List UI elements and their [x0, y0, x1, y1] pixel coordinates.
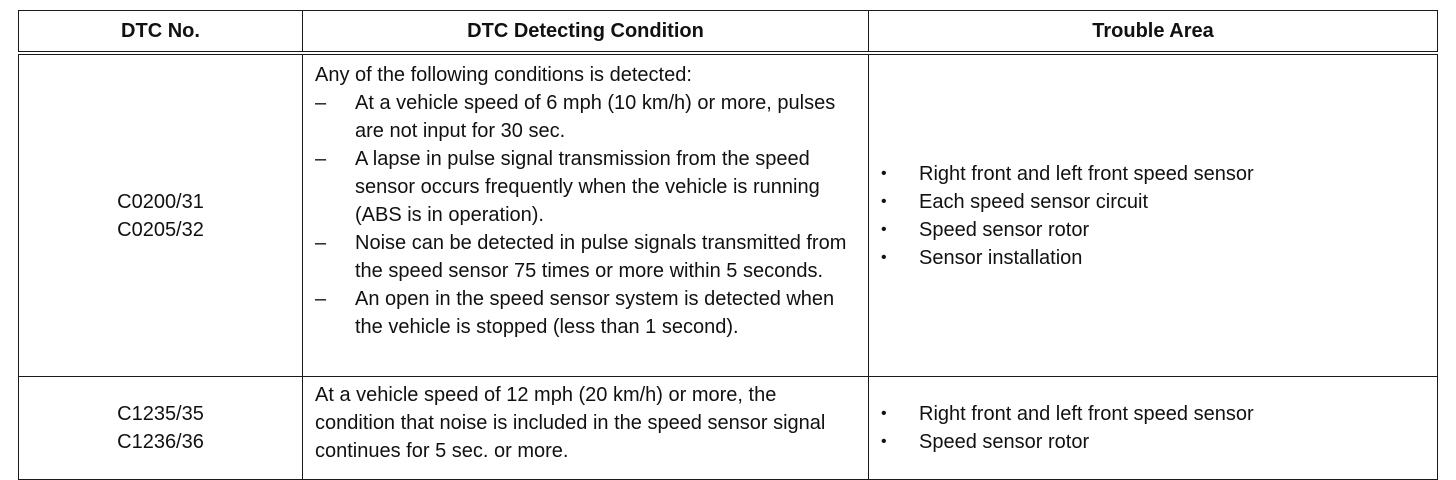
- trouble-area-text: Sensor installation: [919, 246, 1083, 269]
- trouble-area-item: [881, 428, 1425, 456]
- trouble-area-item: [881, 400, 1425, 428]
- bullet-marker: •: [881, 220, 887, 238]
- header-trouble-area: Trouble Area: [869, 11, 1438, 54]
- trouble-area-text: Speed sensor rotor: [919, 218, 1090, 241]
- condition-item-text: An open in the speed sensor system is detected when the vehicle is stopped (less than 1 second).: [355, 288, 835, 338]
- condition-item-text: Noise can be detected in pulse signals transmitted from the speed sensor 75 times or more within 5 seconds.: [355, 232, 847, 282]
- dtc-code-cell: [19, 53, 303, 377]
- dash-marker: –: [315, 232, 327, 254]
- table-header-row: [19, 11, 1438, 54]
- dtc-code: C0205/32: [117, 218, 204, 241]
- trouble-area-item: [881, 216, 1425, 244]
- trouble-area-text: Speed sensor rotor: [919, 431, 1090, 453]
- condition-item: [315, 145, 856, 229]
- condition-text: At a vehicle speed of 12 mph (20 km/h) or more, the condition that noise is included in the speed sensor signal continues for 5 sec. or more.: [315, 384, 826, 462]
- trouble-area-text: Right front and left front speed sensor: [919, 403, 1254, 425]
- detecting-condition-cell: [303, 377, 869, 480]
- dash-marker: –: [315, 148, 327, 170]
- trouble-area-text: Each speed sensor circuit: [919, 190, 1149, 213]
- trouble-area-item: [881, 188, 1425, 216]
- condition-item: [315, 229, 856, 285]
- condition-item: [315, 285, 856, 341]
- trouble-area-item: [881, 160, 1425, 188]
- bullet-marker: •: [881, 164, 887, 182]
- condition-intro: Any of the following conditions is detected:: [315, 64, 692, 86]
- condition-item: [315, 89, 856, 145]
- condition-item-text: At a vehicle speed of 6 mph (10 km/h) or more, pulses are not input for 30 sec.: [355, 92, 836, 142]
- dash-marker: –: [315, 92, 327, 114]
- dtc-code-cell: [19, 377, 303, 480]
- detecting-condition-cell: [303, 53, 869, 377]
- dash-marker: –: [315, 288, 327, 310]
- header-detecting-condition: DTC Detecting Condition: [303, 11, 869, 54]
- dtc-code: C0200/31: [117, 190, 204, 213]
- dtc-table: [18, 10, 1438, 480]
- condition-item-text: A lapse in pulse signal transmission from the speed sensor occurs frequently when the vehicle is running (ABS is in operation).: [355, 148, 820, 226]
- bullet-marker: •: [881, 433, 887, 450]
- trouble-area-cell: [869, 377, 1438, 480]
- bullet-marker: •: [881, 192, 887, 210]
- header-dtc-no: DTC No.: [19, 11, 303, 54]
- trouble-area-cell: [869, 53, 1438, 377]
- table-row: [19, 377, 1438, 480]
- table-row: [19, 53, 1438, 377]
- dtc-code: C1236/36: [117, 431, 204, 453]
- bullet-marker: •: [881, 248, 887, 266]
- trouble-area-item: [881, 244, 1425, 272]
- dtc-code: C1235/35: [117, 403, 204, 425]
- bullet-marker: •: [881, 405, 887, 422]
- trouble-area-text: Right front and left front speed sensor: [919, 162, 1254, 185]
